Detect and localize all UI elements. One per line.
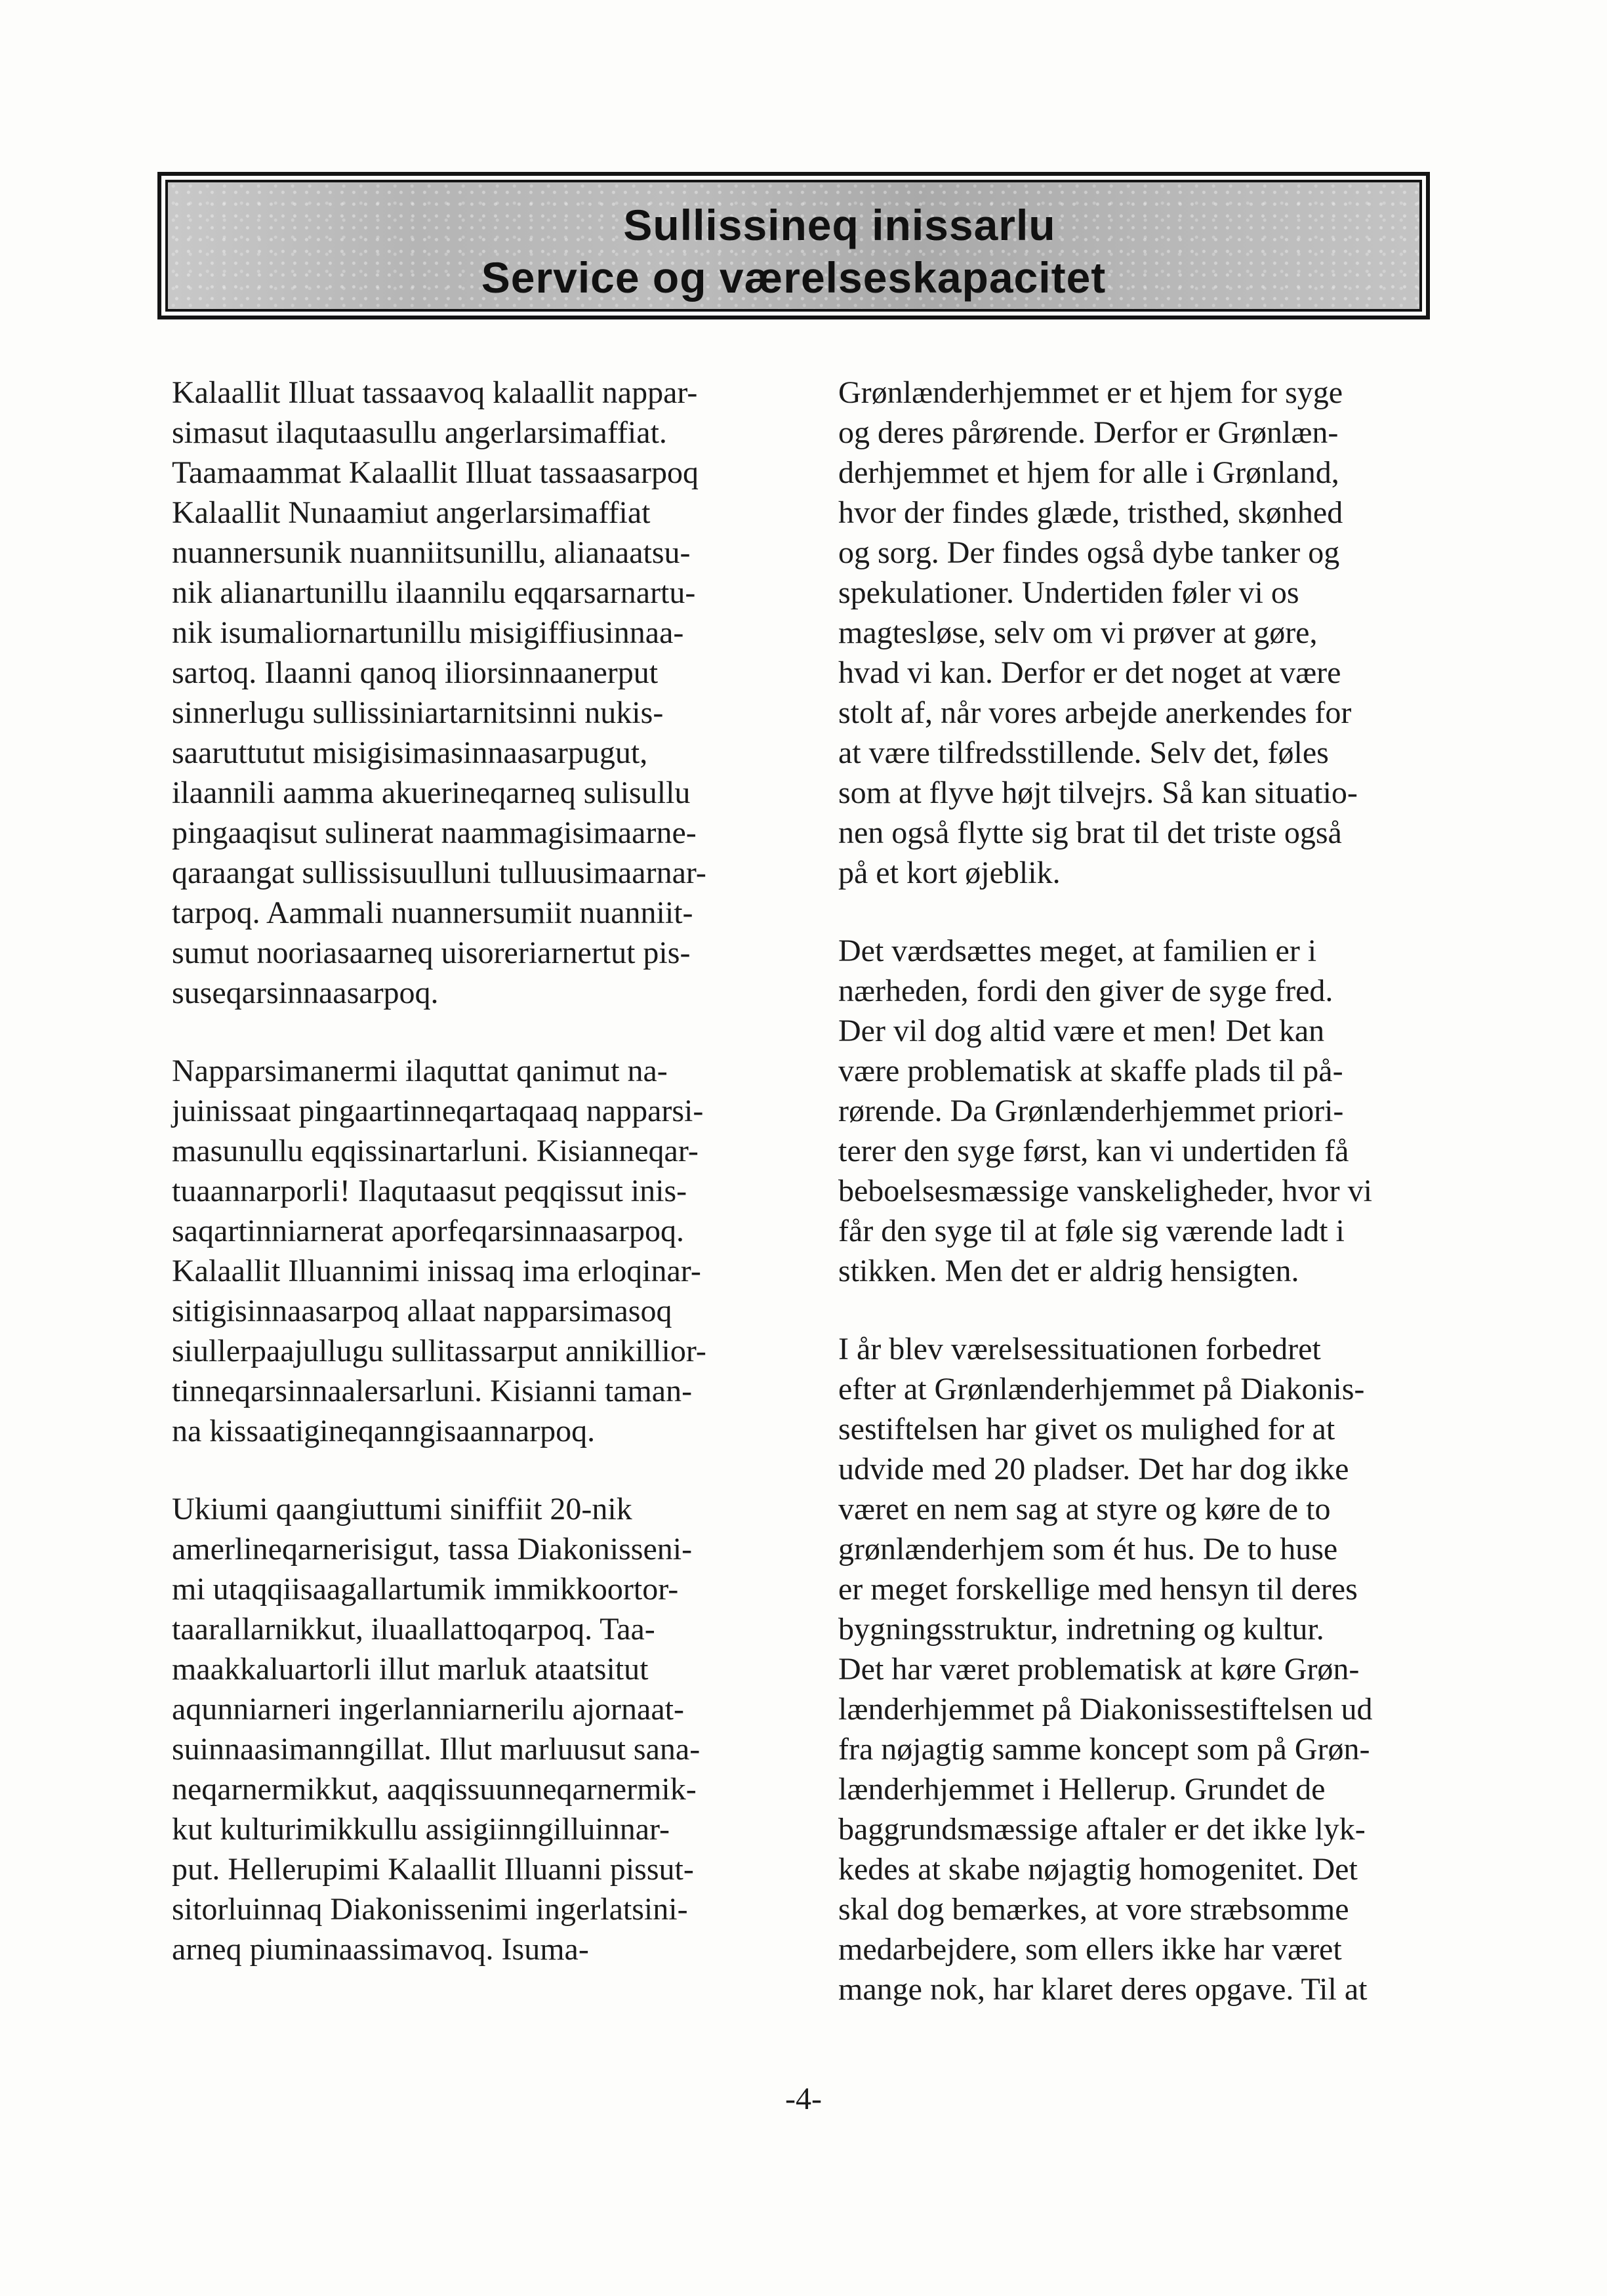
- page-number: -4-: [785, 2081, 822, 2116]
- left-paragraph-2: Napparsimanermi ilaquttat qanimut na- juinissaat pingaartinneqartaqaaq napparsi- masunullu eqqissinartarluni. Kisianneqar- tuaannarporli! Ilaqutaasut peqqissut inis- saqartinniarnerat aporfeqarsinnaasarpoq. Kalaallit Illuannimi inissaq ima erloqinar- sitigisinnaasarpoq allaat napparsimasoq siullerpaajullugu sullitassarput annikillior- tinneqarsinnaalersarluni. Kisianni taman- na kissaatigineqanngisaannarpoq.: [172, 1054, 706, 1448]
- right-paragraph-2: Det værdsættes meget, at familien er i nærheden, fordi den giver de syge fred. Der vil dog altid være et men! Det kan være problematisk at skaffe plads til på- rørende. Da Grønlænderhjemmet priori- terer den syge først, kan vi undertiden få beboelsesmæssige vanskeligheder, hvor vi får den syge til at føle sig værende ladt i stikken. Men det er aldrig hensigten.: [838, 933, 1372, 1288]
- right-paragraph-1: Grønlænderhjemmet er et hjem for syge og deres pårørende. Derfor er Grønlæn- derhjemmet et hjem for alle i Grønland, hvor der findes glæde, tristhed, skønhed og sorg. Der findes også dybe tanker og spekulationer. Undertiden føler vi os magtesløse, selv om vi prøver at gøre, hvad vi kan. Derfor er det noget at være stolt af, når vores arbejde anerkendes for at være tilfredsstillende. Selv det, føles som at flyve højt tilvejrs. Så kan situatio- nen også flytte sig brat til det triste også på et kort øjeblik.: [838, 375, 1358, 890]
- title-greenlandic: Sullissineq inissarlu: [623, 201, 1056, 249]
- title-danish: Service og værelseskapacitet: [481, 253, 1107, 302]
- left-paragraph-3: Ukiumi qaangiuttumi siniffiit 20-nik amerlineqarnerisigut, tassa Diakonisseni- mi utaqqiisaagallartumik immikkoortor- taarallarnikkut, iluaallattoqarpoq. Taa- maakkaluartorli illut marluk ataatsitut aqunniarneri ingerlanniarnerilu ajornaat- suinnaasimanngillat. Illut marluusut sana- neqarnermikkut, aaqqissuunneqarnermik- kut kulturimikkullu assigiinngilluinnar- put. Hellerupimi Kalaallit Illuanni pissut- sitorluinnaq Diakonissenimi ingerlatsini- arneq piuminaassimavoq. Isuma-: [172, 1492, 701, 1967]
- right-column-danish: [838, 373, 1448, 2047]
- left-paragraph-1: Kalaallit Illuat tassaavoq kalaallit nappar- simasut ilaqutaasullu angerlarsimaffiat. Taamaammat Kalaallit Illuat tassaasarpoq Kalaallit Nunaamiut angerlarsimaffiat nuannersunik nuanniitsunillu, alianaatsu- nik alianartunillu ilaannilu eqqarsarnartu- nik isumaliornartunillu misigiffiusinnaa- sartoq. Ilaanni qanoq iliorsinnaanerput sinnerlugu sullissiniartarnitsinni nukis- saaruttutut misigisimasinnaasarpugut, ilaannili aamma akuerineqarneq sulisullu pingaaqisut sulinerat naammagisimaarne- qaraangat sullissisuulluni tulluusimaarnar- tarpoq. Aammali nuannersumiit nuanniit- sumut nooriasaarneq uisoreriarnertut pis- suseqarsinnaasarpoq.: [172, 375, 706, 1010]
- left-column-greenlandic: [172, 373, 782, 2007]
- title-banner: [157, 172, 1430, 319]
- right-paragraph-3: I år blev værelsessituationen forbedret efter at Grønlænderhjemmet på Diakonis- sestiftelsen har givet os mulighed for at udvide med 20 pladser. Det har dog ikke været en nem sag at styre og køre de to grønlænderhjem som ét hus. De to huse er meget forskellige med hensyn til deres bygningsstruktur, indretning og kultur. Det har været problematisk at køre Grøn- lænderhjemmet på Diakonissestiftelsen ud fra nøjagtig samme koncept som på Grøn- lænderhjemmet i Hellerup. Grundet de baggrundsmæssige aftaler er det ikke lyk- kedes at skabe nøjagtig homogenitet. Det skal dog bemærkes, at vore stræbsomme medarbejdere, som ellers ikke har været mange nok, har klaret deres opgave. Til at: [838, 1332, 1373, 2007]
